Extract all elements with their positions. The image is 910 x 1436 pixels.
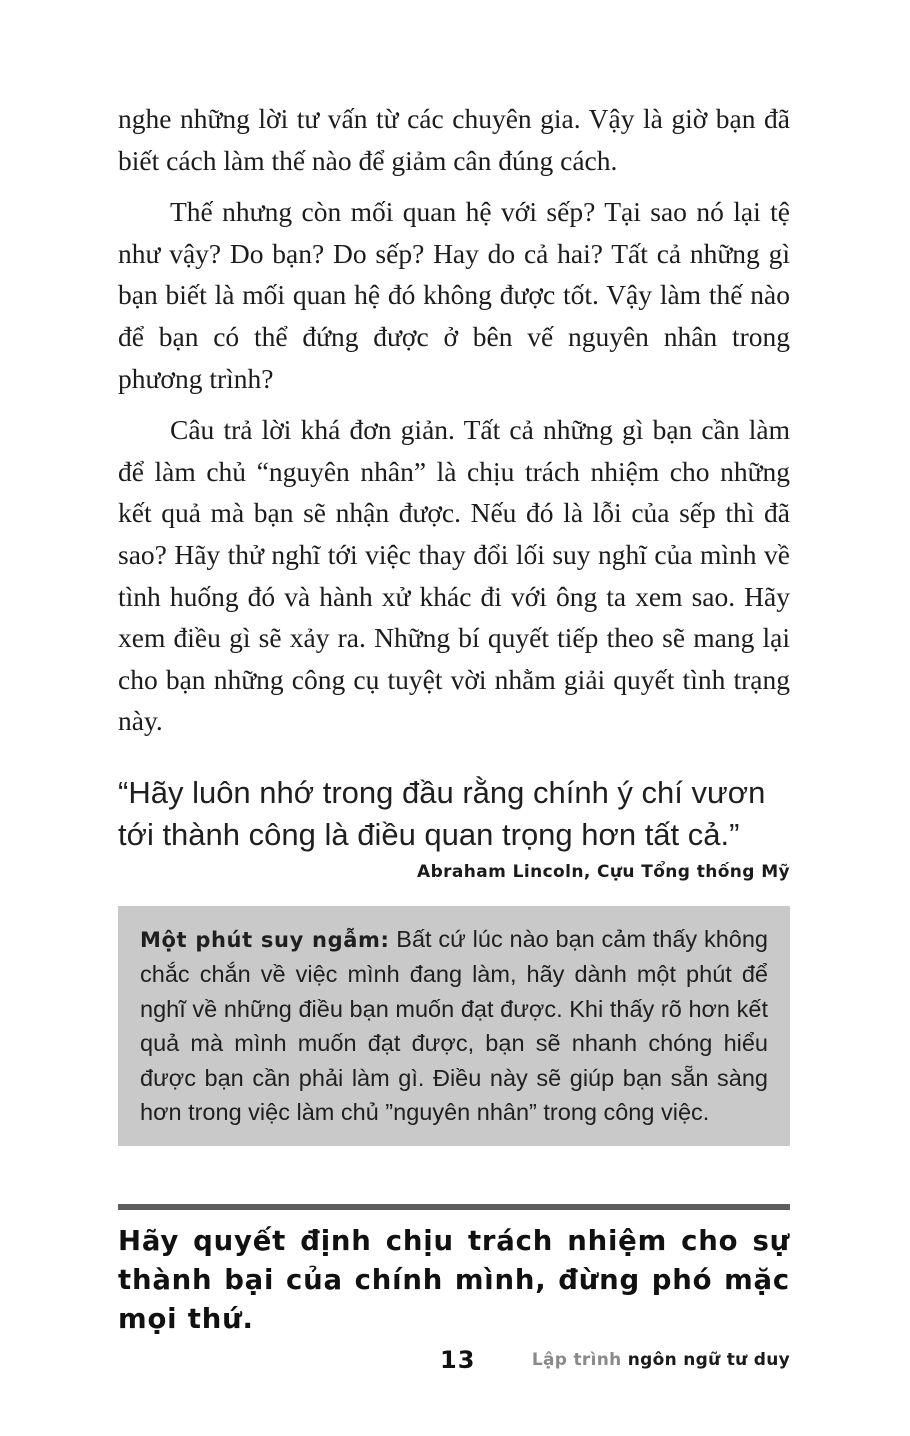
page-content xyxy=(118,98,790,1339)
book-title-part1: Lập trình xyxy=(531,1350,622,1370)
reflection-lead: Một phút suy ngẫm: xyxy=(140,927,390,952)
body-paragraph: nghe những lời tư vấn từ các chuyên gia. Vậy là giờ bạn đã biết cách làm thế nào để giảm cân đúng cách. xyxy=(118,103,790,176)
body-paragraph: Câu trả lời khá đơn giản. Tất cả những gì bạn cần làm để làm chủ “nguyên nhân” là chịu trách nhiệm cho những kết quả mà bạn sẽ nhận được. Nếu đó là lỗi của sếp thì đã sao? Hãy thử nghĩ tới việc thay đổi lối suy nghĩ của mình về tình huống đó và hành xử khác đi với ông ta xem sao. Hãy xem điều gì sẽ xảy ra. Những bí quyết tiếp theo sẽ mang lại cho bạn những công cụ tuyệt vời nhằm giải quyết tình trạng này. xyxy=(118,414,790,737)
body-paragraph: Thế nhưng còn mối quan hệ với sếp? Tại sao nó lại tệ như vậy? Do bạn? Do sếp? Hay do cả hai? Tất cả những gì bạn biết là mối quan hệ đó không được tốt. Vậy làm thế nào để bạn có thể đứng được ở bên vế nguyên nhân trong phương trình? xyxy=(118,196,790,394)
book-title xyxy=(532,1350,790,1370)
section-divider xyxy=(118,1204,790,1210)
page-footer xyxy=(118,1346,790,1376)
quote-text: “Hãy luôn nhớ trong đầu rằng chính ý chí vươn tới thành công là điều quan trọng hơn tất cả.” xyxy=(118,774,766,852)
reflection-box xyxy=(118,906,790,1146)
quote-attribution: Abraham Lincoln, Cựu Tổng thống Mỹ xyxy=(417,861,790,882)
book-title-part2: ngôn ngữ tư duy xyxy=(621,1350,790,1370)
page-number: 13 xyxy=(440,1346,476,1374)
key-takeaway: Hãy quyết định chịu trách nhiệm cho sự thành bại của chính mình, đừng phó mặc mọi thứ. xyxy=(118,1224,790,1335)
reflection-text: Bất cứ lúc nào bạn cảm thấy không chắc chắn về việc mình đang làm, hãy dành một phút để nghĩ về những điều bạn muốn đạt được. Khi thấy rõ hơn kết quả mà mình muốn đạt được, bạn sẽ nhanh chóng hiểu được bạn cần phải làm gì. Điều này sẽ giúp bạn sẵn sàng hơn trong việc làm chủ ”nguyên nhân” trong công việc. xyxy=(140,925,768,1126)
